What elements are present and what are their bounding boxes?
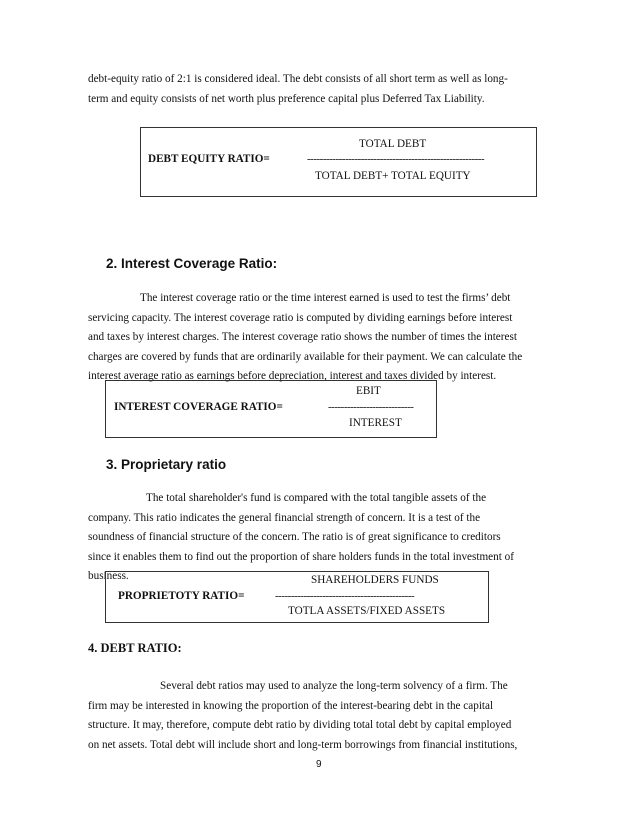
section-3-title: Proprietary ratio [121,457,227,472]
section-3-line: The total shareholder's fund is compared with the total tangible assets of the [146,492,487,504]
section-2-number: 2. [106,256,118,271]
interest-coverage-denominator: INTEREST [349,417,402,429]
section-2-line: interest average ratio as earnings before depreciation, interest and taxes divided by interest. [88,370,497,382]
proprietary-ratio-formula-box [105,571,489,623]
section-4-line: structure. It may, therefore, compute debt ratio by dividing total total debt by capital employed [88,719,512,731]
section-4-heading: 4. DEBT RATIO: [88,641,182,655]
section-3-line: company. This ratio indicates the general financial strength of concern. It is a test of the [88,511,481,524]
section-2-line: and taxes by interest charges. The interest coverage ratio shows the number of times the interest [88,331,517,343]
section-3-number: 3. [106,457,118,472]
debt-equity-denominator: TOTAL DEBT+ TOTAL EQUITY [315,170,471,182]
proprietary-ratio-denominator: TOTLA ASSETS/FIXED ASSETS [288,605,446,617]
proprietary-ratio-divider: -------------------------------------------- [275,590,415,602]
section-3-heading [106,457,226,472]
section-3-line: since it enables them to find out the proportion of share holders funds in the total investment of [88,550,514,563]
section-4-line: firm may be interested in knowing the proportion of the interest-bearing debt in the capital [88,699,494,712]
section-4-line: Several debt ratios may used to analyze the long-term solvency of a firm. The [160,680,508,692]
intro-line: debt-equity ratio of 2:1 is considered ideal. The debt consists of all short term as well as long- [88,73,508,85]
section-4-line: on net assets. Total debt will include short and long-term borrowings from financial institutions, [88,738,518,751]
section-2-line: charges are covered by funds that are ordinarily available for their payment. We can calculate the [88,350,523,363]
interest-coverage-label: INTEREST COVERAGE RATIO= [114,401,283,413]
intro-paragraph [88,70,560,109]
debt-equity-label: DEBT EQUITY RATIO= [148,153,270,165]
debt-equity-formula-box [140,127,537,197]
section-2-heading [106,256,277,271]
section-3-line: business. [88,570,129,582]
section-3-line: soundness of financial structure of the concern. The ratio is of great significance to creditors [88,531,501,543]
section-4-paragraph [88,677,560,755]
proprietary-ratio-label: PROPRIETOTY RATIO= [118,590,245,602]
interest-coverage-divider: --------------------------- [328,401,414,413]
section-2-line: servicing capacity. The interest coverage ratio is computed by dividing earnings before interest [88,311,513,324]
intro-line: term and equity consists of net worth plus preference capital plus Deferred Tax Liability. [88,92,485,105]
section-2-paragraph [88,289,560,387]
interest-coverage-numerator: EBIT [356,385,381,397]
debt-equity-divider: -------------------------------------------------------- [307,153,485,165]
debt-equity-numerator: TOTAL DEBT [359,138,427,150]
proprietary-ratio-numerator: SHAREHOLDERS FUNDS [311,574,439,586]
section-2-title: Interest Coverage Ratio: [121,256,278,271]
section-2-line: The interest coverage ratio or the time interest earned is used to test the firms’ debt [140,292,511,304]
page-number: 9 [316,759,322,770]
interest-coverage-formula-box [105,380,437,438]
